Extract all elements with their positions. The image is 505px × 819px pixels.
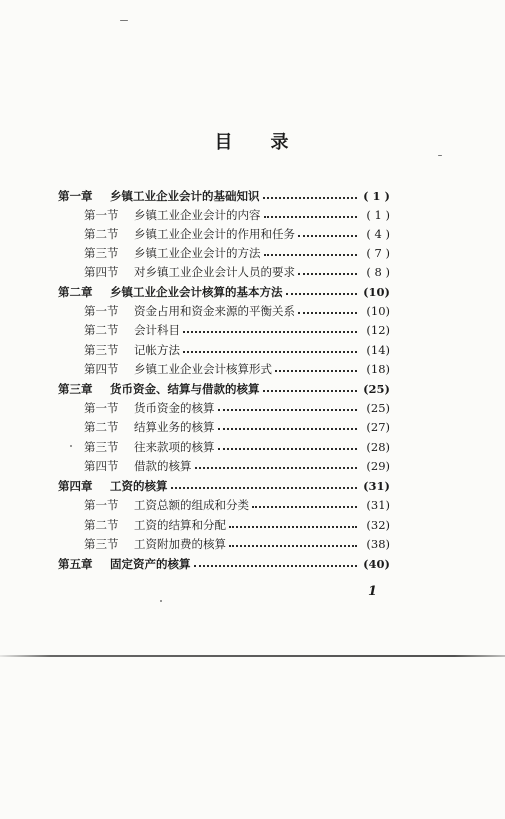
dot-leader xyxy=(275,360,357,372)
dot-leader xyxy=(298,302,357,314)
entry-number: 第二章 xyxy=(58,285,93,299)
entry-page: (28) xyxy=(366,440,390,454)
entry-number: 第一节 xyxy=(84,498,119,512)
entry-title: 资金占用和资金来源的平衡关系 xyxy=(134,304,295,318)
entry-number: 第一节 xyxy=(84,304,119,318)
dot-leader xyxy=(229,535,357,547)
toc-entry[interactable] xyxy=(84,437,390,457)
dot-leader xyxy=(252,496,357,508)
entry-title: 工资的核算 xyxy=(110,479,168,493)
entry-page: (31) xyxy=(366,498,390,512)
dot-leader xyxy=(229,516,357,528)
toc-entry[interactable] xyxy=(84,262,390,282)
entry-title: 会计科目 xyxy=(134,323,180,337)
dot-leader xyxy=(194,555,358,567)
toc-entry[interactable] xyxy=(84,224,390,244)
entry-number: 第三节 xyxy=(84,246,119,260)
entry-page: (25) xyxy=(363,382,390,396)
entry-title: 对乡镇工业企业会计人员的要求 xyxy=(134,265,295,279)
entry-number: 第四节 xyxy=(84,362,119,376)
entry-page: ( 1 ) xyxy=(366,208,390,222)
toc-entry[interactable] xyxy=(84,534,390,554)
entry-page: ( 4 ) xyxy=(366,227,390,241)
toc-entry[interactable] xyxy=(84,301,390,321)
entry-number: 第二节 xyxy=(84,323,119,337)
entry-title: 工资附加费的核算 xyxy=(134,537,226,551)
toc-entry[interactable] xyxy=(84,205,390,225)
entry-title: 记帐方法 xyxy=(134,343,180,357)
toc-entry[interactable] xyxy=(58,476,390,496)
entry-number: 第二节 xyxy=(84,420,119,434)
entry-number: 第三章 xyxy=(58,382,93,396)
entry-page: (27) xyxy=(366,420,390,434)
entry-page: (10) xyxy=(363,285,390,299)
entry-number: 第一节 xyxy=(84,401,119,415)
toc-entry[interactable] xyxy=(58,186,390,206)
toc-entry[interactable] xyxy=(84,417,390,437)
scan-speck xyxy=(120,20,128,21)
entry-title: 乡镇工业企业会计的作用和任务 xyxy=(134,227,295,241)
toc-entry[interactable] xyxy=(84,243,390,263)
scan-speck xyxy=(160,600,162,602)
dot-leader xyxy=(218,438,358,450)
entry-number: 第四章 xyxy=(58,479,93,493)
entry-title: 货币资金、结算与借款的核算 xyxy=(110,382,260,396)
entry-page: (12) xyxy=(366,323,390,337)
entry-title: 借款的核算 xyxy=(134,459,192,473)
scan-edge-line xyxy=(0,655,505,657)
toc-entry[interactable] xyxy=(84,495,390,515)
entry-page: (14) xyxy=(366,343,390,357)
dot-leader xyxy=(183,321,357,333)
toc-entry[interactable] xyxy=(84,398,390,418)
page-title xyxy=(0,128,505,154)
toc-entry[interactable] xyxy=(84,320,390,340)
scan-speck xyxy=(438,155,442,156)
entry-number: 第四节 xyxy=(84,265,119,279)
title-char-left: 目 xyxy=(214,132,235,153)
entry-number: 第三节 xyxy=(84,343,119,357)
entry-page: (32) xyxy=(366,518,390,532)
dot-leader xyxy=(183,341,357,353)
dot-leader xyxy=(264,206,358,218)
entry-number: 第一节 xyxy=(84,208,119,222)
entry-title: 乡镇工业企业会计的内容 xyxy=(134,208,261,222)
entry-page: (38) xyxy=(366,537,390,551)
dot-leader xyxy=(218,399,358,411)
dot-leader xyxy=(171,477,358,489)
dot-leader xyxy=(286,283,358,295)
entry-number: 第一章 xyxy=(58,189,93,203)
entry-page: ( 7 ) xyxy=(366,246,390,260)
dot-leader xyxy=(218,418,358,430)
entry-page: ( 8 ) xyxy=(366,265,390,279)
title-char-right: 录 xyxy=(270,132,291,153)
dot-leader xyxy=(263,187,358,199)
toc-entry[interactable] xyxy=(84,340,390,360)
entry-number: 第三节 xyxy=(84,537,119,551)
entry-title: 乡镇工业企业会计核算形式 xyxy=(134,362,272,376)
dot-leader xyxy=(263,380,358,392)
entry-title: 往来款项的核算 xyxy=(134,440,215,454)
entry-page: (31) xyxy=(363,479,390,493)
toc-entry[interactable] xyxy=(84,359,390,379)
dot-leader xyxy=(195,457,358,469)
entry-number: 第三节 xyxy=(84,440,119,454)
entry-page: (18) xyxy=(366,362,390,376)
toc-entry[interactable] xyxy=(84,456,390,476)
toc-entry[interactable] xyxy=(84,515,390,535)
dot-leader xyxy=(264,244,358,256)
entry-title: 工资的结算和分配 xyxy=(134,518,226,532)
toc-entry[interactable] xyxy=(58,379,390,399)
dot-leader xyxy=(298,225,357,237)
entry-title: 乡镇工业企业会计的基础知识 xyxy=(110,189,260,203)
entry-page: (10) xyxy=(366,304,390,318)
entry-page: (25) xyxy=(366,401,390,415)
entry-title: 结算业务的核算 xyxy=(134,420,215,434)
entry-page: (29) xyxy=(366,459,390,473)
entry-title: 乡镇工业企业会计的方法 xyxy=(134,246,261,260)
entry-title: 乡镇工业企业会计核算的基本方法 xyxy=(110,285,283,299)
toc-entry[interactable] xyxy=(58,554,390,574)
entry-title: 固定资产的核算 xyxy=(110,557,191,571)
dot-leader xyxy=(298,263,357,275)
entry-number: 第二节 xyxy=(84,227,119,241)
entry-title: 货币资金的核算 xyxy=(134,401,215,415)
page-number: 1 xyxy=(368,584,378,599)
entry-number: 第五章 xyxy=(58,557,93,571)
entry-number: 第四节 xyxy=(84,459,119,473)
entry-page: ( 1 ) xyxy=(363,189,390,203)
entry-title: 工资总额的组成和分类 xyxy=(134,498,249,512)
scan-speck xyxy=(70,445,72,447)
entry-page: (40) xyxy=(363,557,390,571)
toc-entry[interactable] xyxy=(58,282,390,302)
entry-number: 第二节 xyxy=(84,518,119,532)
